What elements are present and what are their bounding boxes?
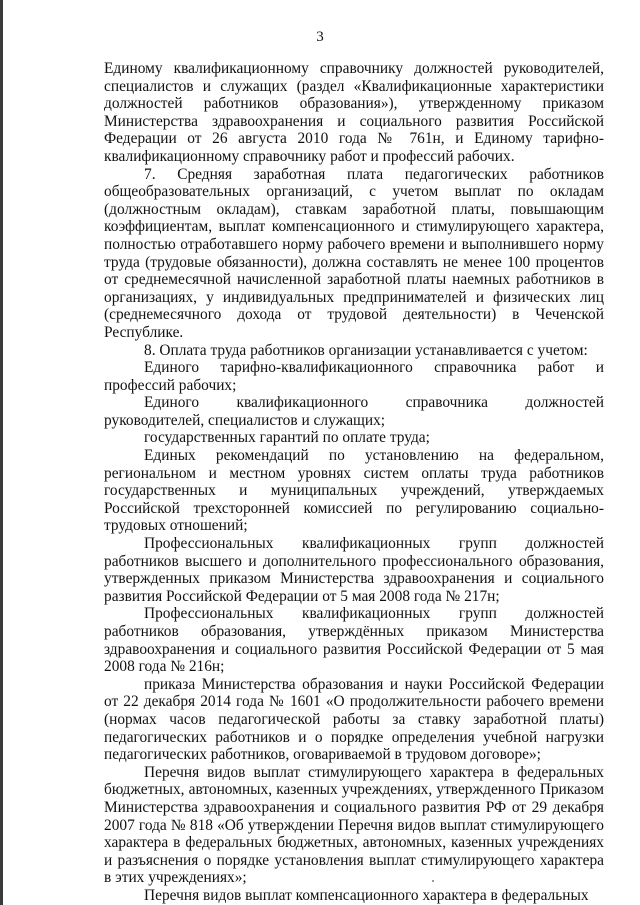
list-item-incentive-payments: Перечня видов выплат стимулирующего характера в федеральных бюджетных, автономных, казенных учреждениях, утвержденного Приказом Министерства здравоохранения и социального развития РФ от 29 декабря 2007 года № 818 «Об утверждении Перечня видов выплат стимулирующего характера в федеральных бюджетных, автономных, казенных учреждениях и разъяснения о порядке установления выплат стимулирующего характера в этих учреждениях»; (104, 763, 604, 887)
list-item-unified-recommendations: Единых рекомендаций по установлению на федеральном, региональном и местном уровнях систем оплаты труда работников государственных и муниципальных учреждений, утверждаемых Российской трехсторонней комиссией по регулированию социально-трудовых отношений; (104, 447, 604, 535)
document-body (104, 60, 604, 905)
paragraph-continuation: Единому квалификационному справочнику должностей руководителей, специалистов и служащих (раздел «Квалификационные характеристики должностей работников образования»), утвержденному приказом Министерства здравоохранения и социального развития Российской Федерации от 26 августа 2010 года № 761н, и Единому тарифно-квалификационному справочнику работ и профессий рабочих. (104, 60, 604, 165)
scan-speck (432, 880, 434, 882)
list-item-education-groups: Профессиональных квалификационных групп должностей работников образования, утверждённых приказом Министерства здравоохранения и социального развития Российской Федерации от 5 мая 2008 года № 216н; (104, 605, 604, 676)
list-item-higher-education-groups: Профессиональных квалификационных групп должностей работников высшего и дополнительного профессионального образования, утвержденных приказом Министерства здравоохранения и социального развития Российской Федерации от 5 мая 2008 года № 217н; (104, 535, 604, 605)
paragraph-clause-8: 8. Оплата труда работников организации устанавливается с учетом: (144, 341, 588, 359)
list-item-state-guarantees: государственных гарантий по оплате труда; (144, 429, 430, 447)
list-item-order-1601: приказа Министерства образования и науки Российской Федерации от 22 декабря 2014 года № 1601 «О продолжительности рабочего времени (нормах часов педагогической работы за ставку заработной платы) педагогических работников и о порядке определения учебной нагрузки педагогических работников, оговариваемой в трудовом договоре»; (104, 675, 604, 764)
page-number: 3 (316, 29, 324, 45)
list-item-compensation-payments: Перечня видов выплат компенсационного характера в федеральных (144, 886, 589, 904)
list-item-qualification-reference: Единого квалификационного справочника должностей руководителей, специалистов и служащих; (104, 394, 604, 429)
scan-border (0, 0, 3, 905)
list-item-tariff-reference: Единого тарифно-квалификационного справочника работ и профессий рабочих; (104, 359, 604, 394)
paragraph-clause-7: 7. Средняя заработная плата педагогических работников общеобразовательных организаций, с учетом выплат по окладам (должностным окладам), ставкам заработной платы, повышающим коэффициентам, выплат компенсационного и стимулирующего характера, полностью отработавшего норму рабочего времени и выполнившего норму труда (трудовые обязанности), должна составлять не менее 100 процентов от среднемесячной начисленной заработной платы наемных работников в организациях, у индивидуальных предпринимателей и физических лиц (среднемесячного дохода от трудовой деятельности) в Чеченской Республике. (104, 165, 604, 341)
